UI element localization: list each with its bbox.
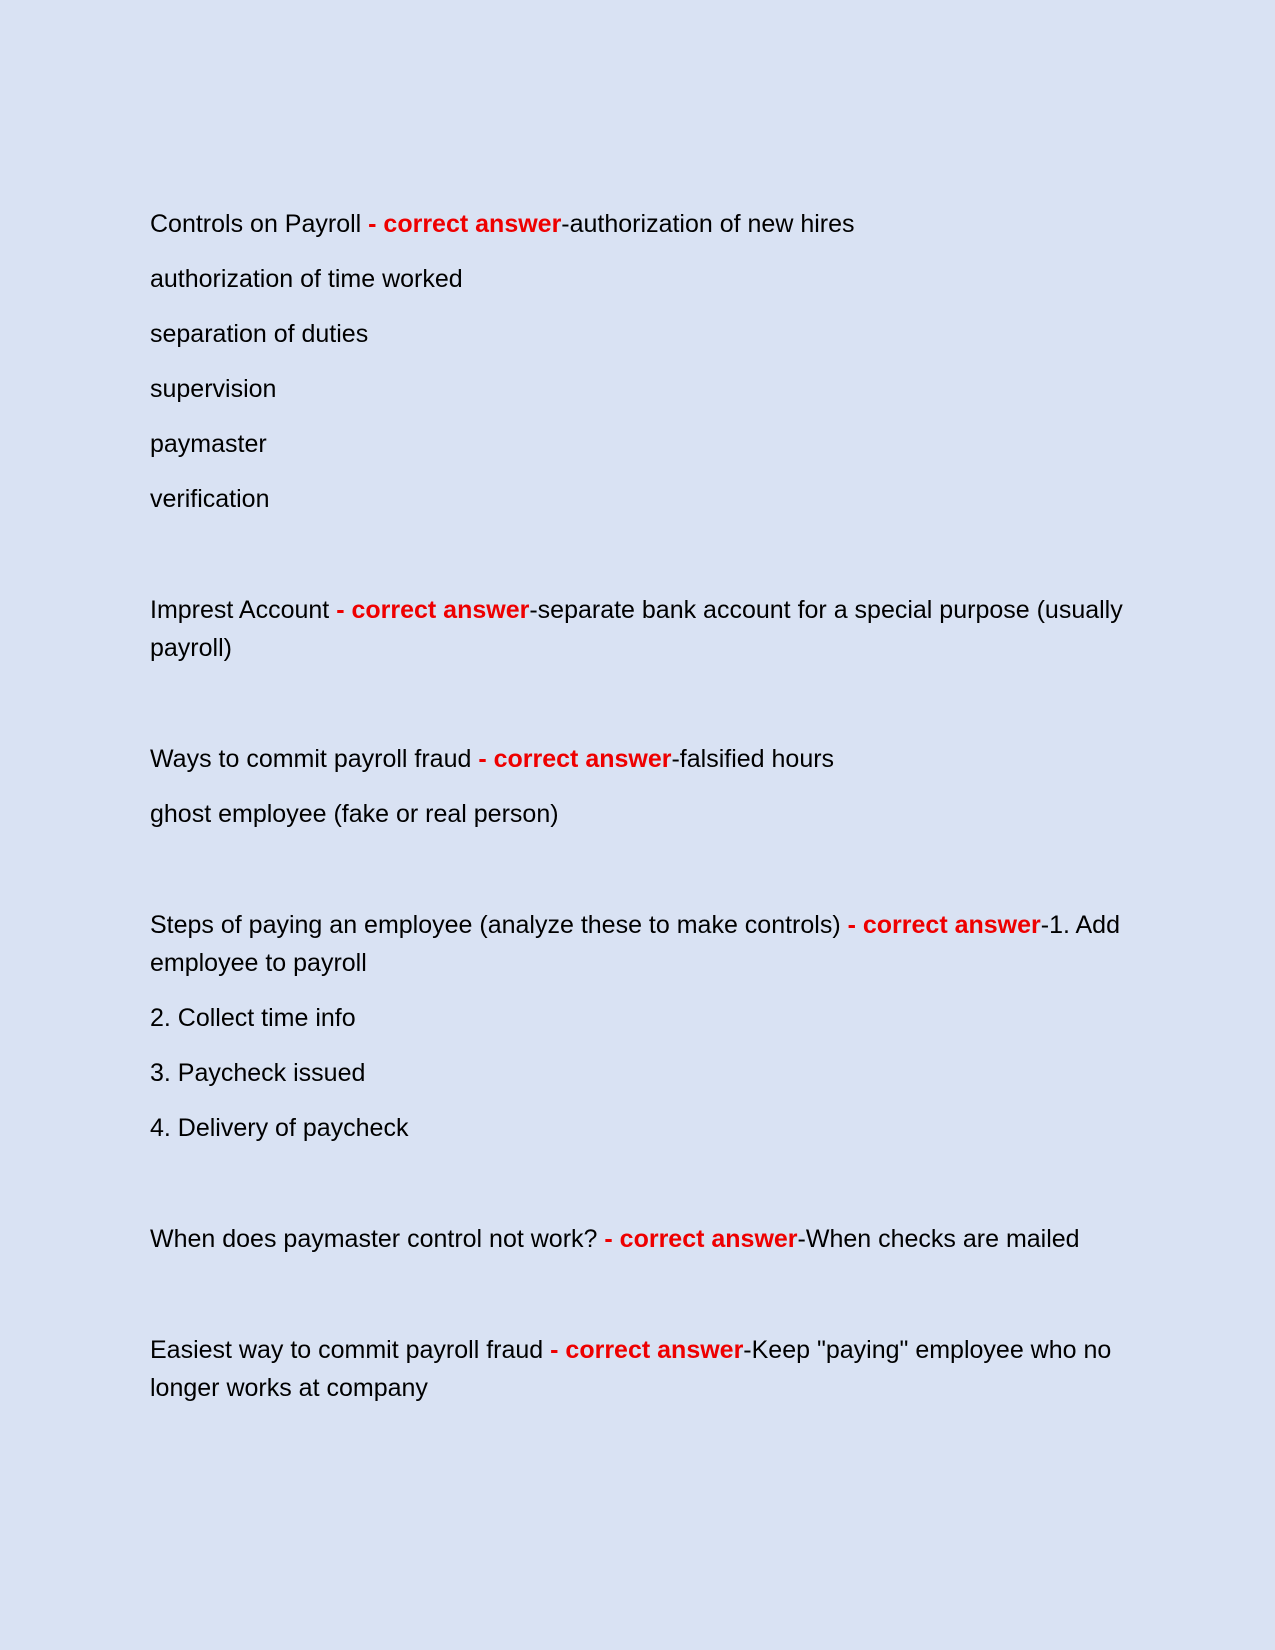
qa-item-payroll-controls	[150, 205, 1125, 518]
qa-first-line	[150, 591, 1125, 667]
correct-answer-marker: - correct answer	[368, 210, 562, 238]
qa-item-payroll-fraud-ways	[150, 740, 1125, 833]
answer-text: -separate bank account for a special purpose (usually payroll)	[150, 596, 1123, 662]
qa-first-line	[150, 205, 1125, 243]
qa-item-imprest-account	[150, 591, 1125, 667]
question-text: When does paymaster control not work?	[150, 1225, 605, 1253]
qa-item-easiest-fraud	[150, 1331, 1125, 1407]
answer-line: separation of duties	[150, 320, 369, 348]
correct-answer-marker: - correct answer	[604, 1225, 798, 1253]
correct-answer-marker: - correct answer	[847, 911, 1041, 939]
qa-first-line	[150, 740, 1125, 778]
qa-first-line	[150, 906, 1125, 982]
qa-first-line	[150, 1331, 1125, 1407]
correct-answer-marker: - correct answer	[478, 745, 672, 773]
qa-first-line	[150, 1220, 1125, 1258]
answer-text: -Keep "paying" employee who no longer works at company	[150, 1336, 1112, 1402]
correct-answer-marker: - correct answer	[550, 1336, 744, 1364]
question-text: Controls on Payroll	[150, 210, 369, 238]
answer-line: 3. Paycheck issued	[150, 1059, 366, 1087]
answer-text: -When checks are mailed	[797, 1225, 1080, 1253]
answer-text: -1. Add employee to payroll	[150, 911, 1120, 977]
question-text: Ways to commit payroll fraud	[150, 745, 479, 773]
qa-item-paying-steps	[150, 906, 1125, 1147]
qa-item-paymaster-limits	[150, 1220, 1125, 1258]
question-text: Steps of paying an employee (analyze these to make controls)	[150, 911, 848, 939]
answer-line: supervision	[150, 375, 277, 403]
answer-line: ghost employee (fake or real person)	[150, 800, 559, 828]
answer-line: 4. Delivery of paycheck	[150, 1114, 409, 1142]
answer-text: -authorization of new hires	[561, 210, 855, 238]
question-text: Easiest way to commit payroll fraud	[150, 1336, 551, 1364]
answer-line: verification	[150, 485, 270, 513]
correct-answer-marker: - correct answer	[336, 596, 530, 624]
question-text: Imprest Account	[150, 596, 337, 624]
answer-line: 2. Collect time info	[150, 1004, 356, 1032]
answer-line: authorization of time worked	[150, 265, 463, 293]
flashcard-list	[150, 205, 1125, 1407]
answer-text: -falsified hours	[671, 745, 835, 773]
answer-line: paymaster	[150, 430, 267, 458]
